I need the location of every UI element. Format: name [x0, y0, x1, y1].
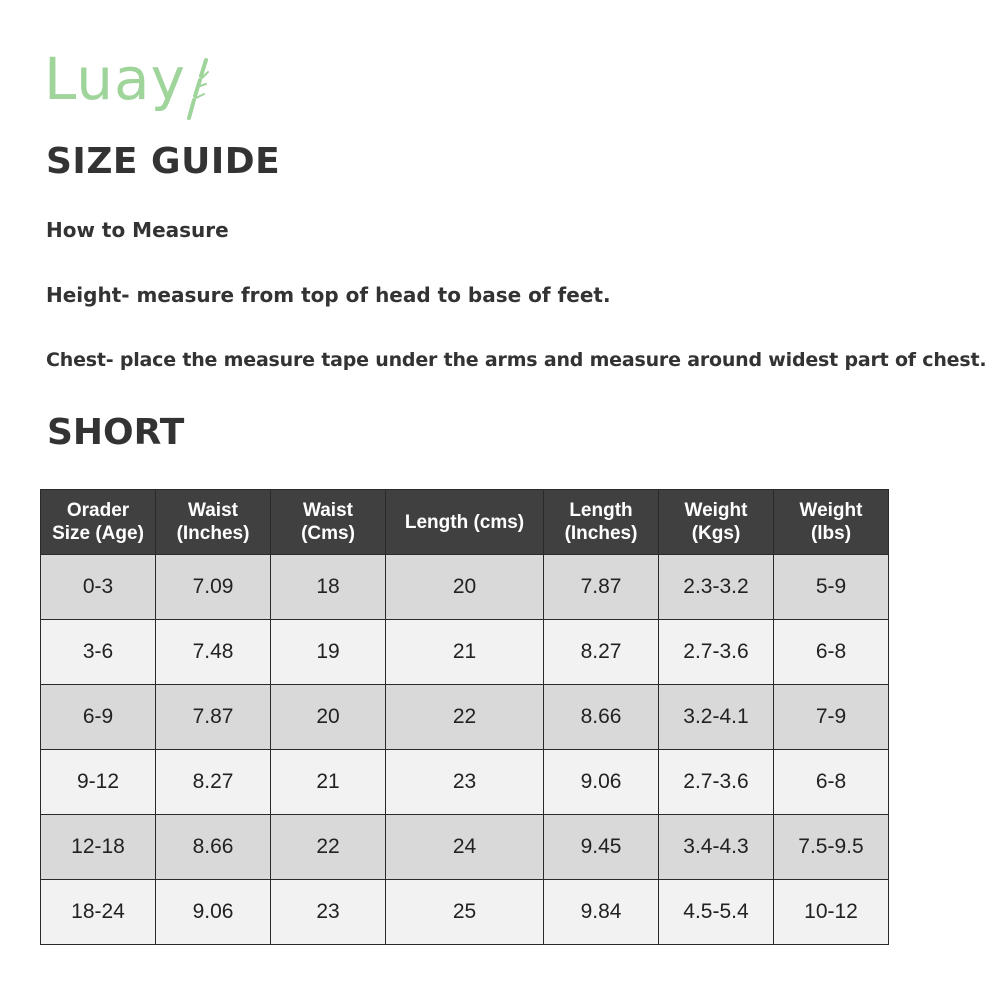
table-cell: 9.06	[156, 880, 271, 945]
table-row	[41, 750, 889, 815]
table-cell: 10-12	[774, 880, 889, 945]
table-row	[41, 815, 889, 880]
height-instruction: Height- measure from top of head to base of feet.	[46, 283, 611, 307]
table-cell: 2.3-3.2	[659, 555, 774, 620]
section-title: SHORT	[47, 412, 185, 453]
column-header: Orader Size (Age)	[41, 490, 156, 555]
table-cell: 9.06	[544, 750, 659, 815]
table-cell: 12-18	[41, 815, 156, 880]
table-cell: 18	[271, 555, 386, 620]
table-row	[41, 620, 889, 685]
table-cell: 24	[386, 815, 544, 880]
chest-instruction: Chest- place the measure tape under the arms and measure around widest part of chest.	[46, 349, 987, 371]
table-cell: 25	[386, 880, 544, 945]
table-row	[41, 685, 889, 750]
table-cell: 0-3	[41, 555, 156, 620]
table-cell: 19	[271, 620, 386, 685]
table-cell: 2.7-3.6	[659, 620, 774, 685]
table-cell: 3.2-4.1	[659, 685, 774, 750]
table-cell: 21	[271, 750, 386, 815]
table-cell: 6-8	[774, 750, 889, 815]
table-cell: 23	[386, 750, 544, 815]
brand-wordmark: Luay	[44, 45, 186, 113]
column-header: Waist (Inches)	[156, 490, 271, 555]
table-cell: 21	[386, 620, 544, 685]
table-cell: 4.5-5.4	[659, 880, 774, 945]
table-cell: 8.66	[544, 685, 659, 750]
table-cell: 20	[386, 555, 544, 620]
table-header-row	[41, 490, 889, 555]
table-row	[41, 880, 889, 945]
table-cell: 7.87	[156, 685, 271, 750]
bamboo-icon	[186, 56, 212, 124]
table-cell: 9.45	[544, 815, 659, 880]
table-cell: 7.09	[156, 555, 271, 620]
table-cell: 6-8	[774, 620, 889, 685]
table-cell: 5-9	[774, 555, 889, 620]
brand-logo	[44, 45, 214, 124]
column-header: Length (cms)	[386, 490, 544, 555]
table-cell: 8.27	[156, 750, 271, 815]
column-header: Waist (Cms)	[271, 490, 386, 555]
table-cell: 18-24	[41, 880, 156, 945]
table-cell: 8.66	[156, 815, 271, 880]
table-cell: 7.5-9.5	[774, 815, 889, 880]
table-cell: 20	[271, 685, 386, 750]
column-header: Weight (Kgs)	[659, 490, 774, 555]
table-cell: 9-12	[41, 750, 156, 815]
table-cell: 7-9	[774, 685, 889, 750]
column-header: Weight (lbs)	[774, 490, 889, 555]
column-header: Length (Inches)	[544, 490, 659, 555]
table-cell: 3.4-4.3	[659, 815, 774, 880]
table-cell: 6-9	[41, 685, 156, 750]
page-title: SIZE GUIDE	[46, 141, 281, 182]
how-to-measure-heading: How to Measure	[46, 218, 229, 242]
table-cell: 22	[386, 685, 544, 750]
table-cell: 7.87	[544, 555, 659, 620]
table-cell: 7.48	[156, 620, 271, 685]
table-cell: 2.7-3.6	[659, 750, 774, 815]
table-cell: 9.84	[544, 880, 659, 945]
table-cell: 22	[271, 815, 386, 880]
table-cell: 3-6	[41, 620, 156, 685]
table-row	[41, 555, 889, 620]
table-cell: 23	[271, 880, 386, 945]
table-cell: 8.27	[544, 620, 659, 685]
size-table	[40, 489, 889, 945]
